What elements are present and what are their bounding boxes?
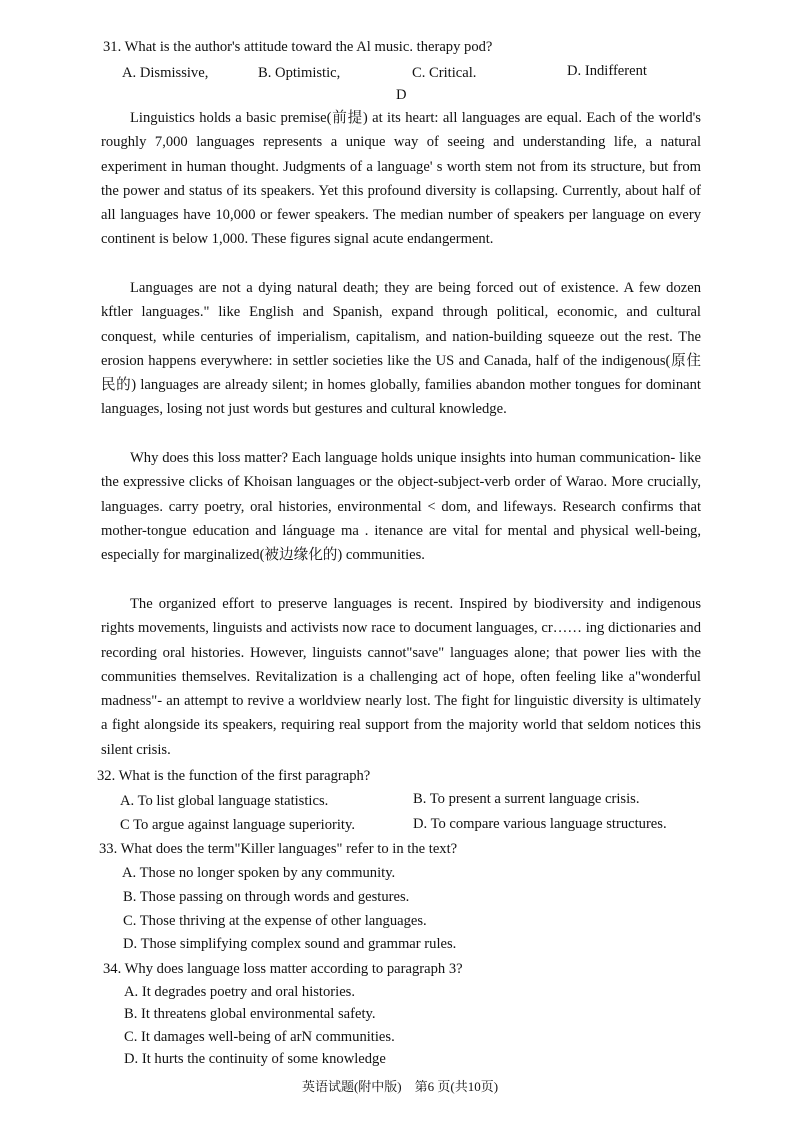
passage-paragraph-4: The organized effort to preserve languages is recent. Inspired by biodiversity and indigenous rights movements, linguists and activists now race to document languages, cr…… ing dictionaries and recording oral histories. However, linguists cannot"save" languages alone; that power lies with the communities themselves. Revitalization is a challenging act of hope, often feeling like a"wonderful madness"- an attempt to revive a worldview nearly lost. The fight for linguistic diversity is ultimately a fight alongside its speakers, requiring real support from the majority world that seldom notices this silent crisis. xyxy=(101,596,701,758)
q31-option-d: D. Indifferent xyxy=(567,63,647,79)
q32-option-d: D. To compare various language structures. xyxy=(413,816,667,832)
passage-paragraph-2: Languages are not a dying natural death; they are being forced out of existence. A few dozen kftler languages." like English and Spanish, expand through political, economic, and cultural conquest, while centuries of imperialism, capitalism, and nation-building squeeze out the rest. The erosion happens everywhere: in settler societies like the US and Canada, half of the indigenous(原住民的) languages are already silent; in homes globally, families abandon mother tongues for dominant languages, losing not just words but gestures and cultural knowledge. xyxy=(101,280,701,418)
question-33: 33. What does the term"Killer languages" refer to in the text? xyxy=(99,841,458,857)
q33-option-d: D. Those simplifying complex sound and grammar rules. xyxy=(123,936,457,952)
q34-option-a: A. It degrades poetry and oral histories. xyxy=(124,984,355,1000)
question-32: 32. What is the function of the first paragraph? xyxy=(97,768,371,784)
q31-option-c: C. Critical. xyxy=(412,65,477,81)
page-footer: 英语试题(附中版) 第6 页(共10页) xyxy=(301,1079,499,1094)
q33-option-a: A. Those no longer spoken by any community. xyxy=(122,865,396,881)
q34-option-d: D. It hurts the continuity of some knowledge xyxy=(124,1051,386,1067)
q34-option-c: C. It damages well-being of arN communities. xyxy=(124,1029,395,1045)
q33-option-b: B. Those passing on through words and gestures. xyxy=(123,889,410,905)
q32-option-c: C To argue against language superiority. xyxy=(120,817,355,833)
question-31: 31. What is the author's attitude toward the Al music. therapy pod? xyxy=(103,39,493,55)
q31-option-b: B. Optimistic, xyxy=(258,65,341,81)
q32-option-a: A. To list global language statistics. xyxy=(120,793,329,809)
q31-answer: D xyxy=(396,87,407,103)
q33-option-c: C. Those thriving at the expense of other languages. xyxy=(123,913,427,929)
question-34: 34. Why does language loss matter according to paragraph 3? xyxy=(103,961,463,977)
q34-option-b: B. It threatens global environmental safety. xyxy=(124,1006,376,1022)
passage-paragraph-1: Linguistics holds a basic premise(前提) at its heart: all languages are equal. Each of the world's roughly 7,000 languages represents a unique way of seeing and understanding life, a natural experiment in human thought. Judgments of a language' s worth stem not from its structure, but from the power and status of its speakers. Yet this profound diversity is collapsing. Currently, about half of all languages have 10,000 or fewer speakers. The median number of speakers per language on every continent is below 1,000. These figures signal acute endangerment. xyxy=(101,110,701,248)
q32-option-b: B. To present a surrent language crisis. xyxy=(413,791,640,807)
passage-paragraph-3: Why does this loss matter? Each language holds unique insights into human communication- like the expressive clicks of Khoisan languages or the object-subject-verb order of Warao. More crucially, languages. carry poetry, oral histories, environmental < dom, and lifeways. Research confirms that mother-tongue education and lánguage ma . itenance are vital for mental and physical well-being, especially for marginalized(被边缘化的) communities. xyxy=(101,450,701,564)
q31-option-a: A. Dismissive, xyxy=(122,65,209,81)
